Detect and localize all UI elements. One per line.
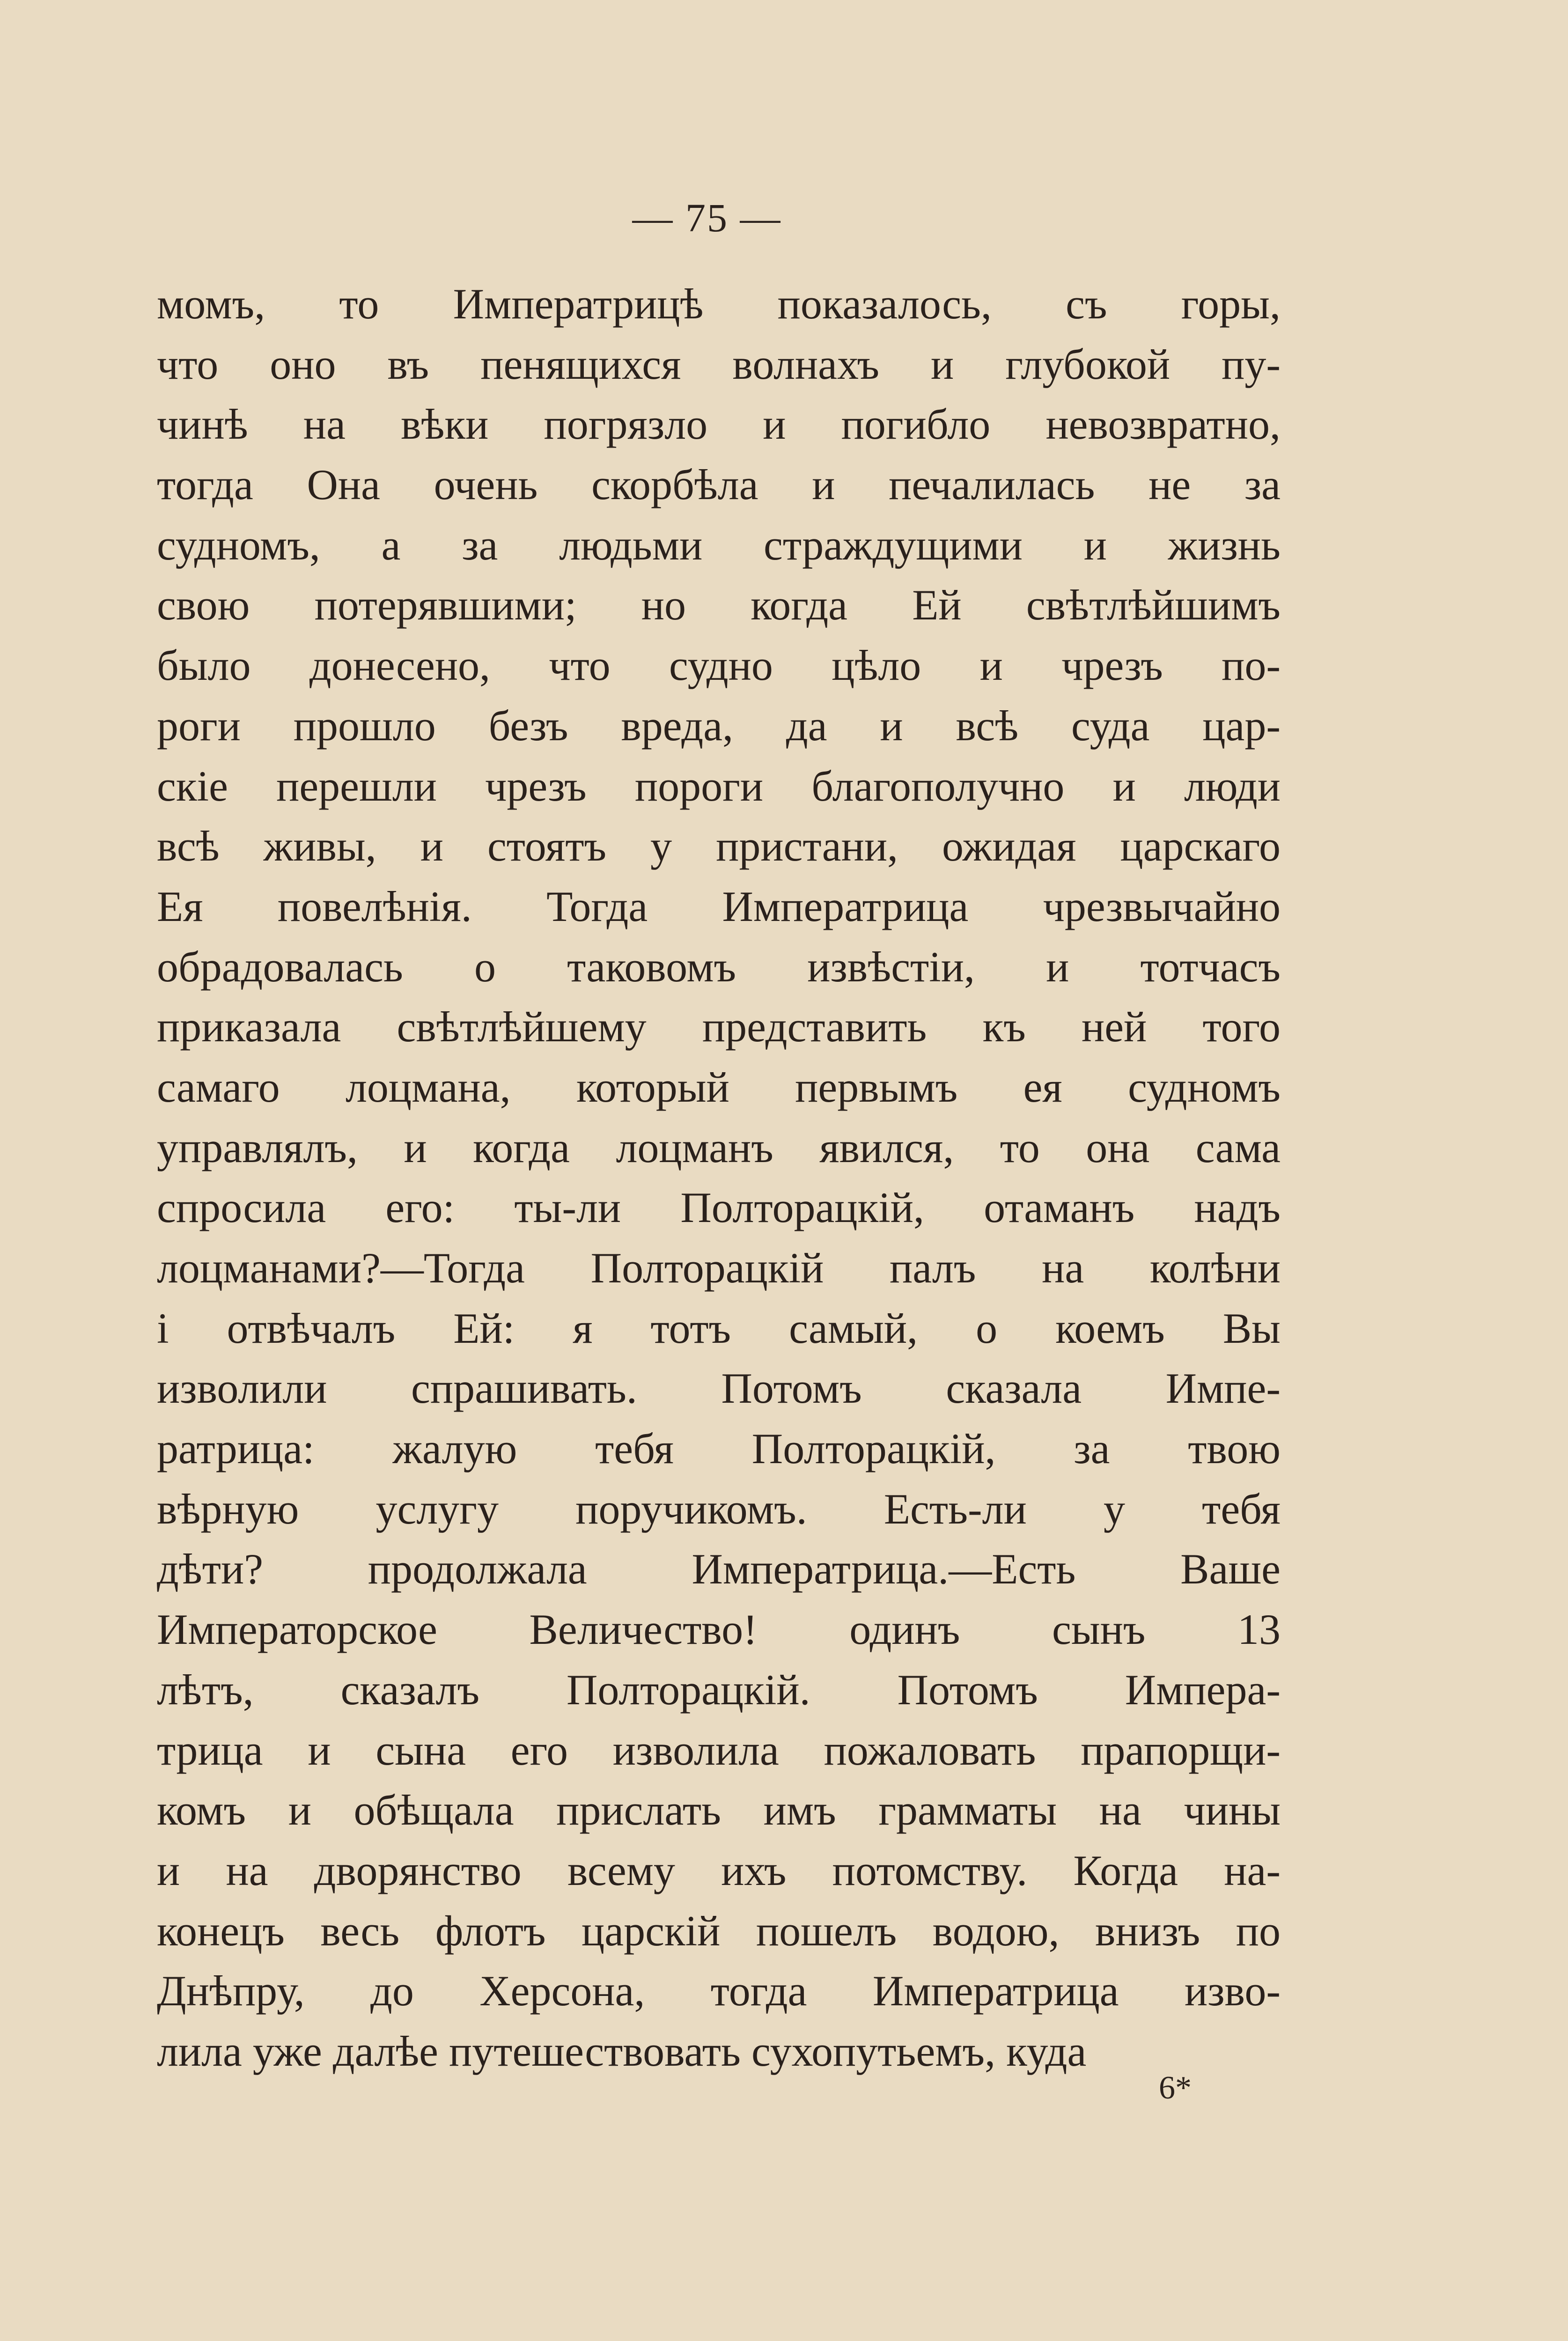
text-line: судномъ, а за людьми страждущими и жизнь bbox=[157, 521, 1281, 569]
text-line: Днѣпру, до Херсона, тогда Императрица изво- bbox=[157, 1967, 1281, 2015]
text-line: лоцманами?—Тогда Полторацкій палъ на колѣни bbox=[157, 1244, 1281, 1292]
body-text bbox=[157, 274, 1281, 2082]
text-line: Императорское Величество! одинъ сынъ 13 bbox=[157, 1605, 1281, 1654]
text-line: дѣти? продолжала Императрица.—Есть Ваше bbox=[157, 1545, 1281, 1593]
text-line: всѣ живы, и стоятъ у пристани, ожидая царскаго bbox=[157, 822, 1281, 870]
page-number: — 75 — bbox=[632, 195, 782, 240]
text-line: обрадовалась о таковомъ извѣстіи, и тотчасъ bbox=[157, 942, 1281, 991]
text-line: лила уже далѣе путешествовать сухопутьемъ, куда bbox=[157, 2027, 1087, 2075]
text-line: скіе перешли чрезъ пороги благополучно и люди bbox=[157, 762, 1281, 810]
text-line: вѣрную услугу поручикомъ. Есть-ли у тебя bbox=[157, 1485, 1281, 1533]
text-line: тогда Она очень скорбѣла и печалилась не за bbox=[157, 461, 1281, 509]
text-line: приказала свѣтлѣйшему представить къ ней того bbox=[157, 1003, 1281, 1051]
text-line: ратрица: жалую тебя Полторацкій, за твою bbox=[157, 1425, 1281, 1473]
text-line: что оно въ пенящихся волнахъ и глубокой пу- bbox=[157, 340, 1281, 388]
text-line: и на дворянство всему ихъ потомству. Когда на- bbox=[157, 1846, 1281, 1894]
text-line: свою потерявшими; но когда Ей свѣтлѣйшимъ bbox=[157, 581, 1281, 629]
text-line: конецъ весь флотъ царскій пошелъ водою, внизъ по bbox=[157, 1907, 1281, 1955]
text-line: трица и сына его изволила пожаловать прапорщи- bbox=[157, 1726, 1281, 1774]
text-line: спросила его: ты-ли Полторацкій, отаманъ надъ bbox=[157, 1184, 1281, 1232]
text-line: момъ, то Императрицѣ показалось, съ горы, bbox=[157, 280, 1281, 328]
printer-signature-mark: 6* bbox=[1159, 2070, 1192, 2106]
text-line: было донесено, что судно цѣло и чрезъ по- bbox=[157, 641, 1281, 690]
text-line: Ея повелѣнія. Тогда Императрица чрезвычайно bbox=[157, 882, 1281, 930]
text-line: і отвѣчалъ Ей: я тотъ самый, о коемъ Вы bbox=[157, 1304, 1281, 1352]
text-line: лѣтъ, сказалъ Полторацкій. Потомъ Импера- bbox=[157, 1665, 1281, 1714]
text-line: чинѣ на вѣки погрязло и погибло невозвратно, bbox=[157, 400, 1281, 449]
text-line: изволили спрашивать. Потомъ сказала Импе- bbox=[157, 1364, 1281, 1413]
text-line: комъ и обѣщала прислать имъ грамматы на чины bbox=[157, 1786, 1281, 1834]
text-line: управлялъ, и когда лоцманъ явился, то она сама bbox=[157, 1123, 1281, 1171]
text-line: самаго лоцмана, который первымъ ея судномъ bbox=[157, 1063, 1281, 1111]
text-line: роги прошло безъ вреда, да и всѣ суда цар- bbox=[157, 701, 1281, 750]
